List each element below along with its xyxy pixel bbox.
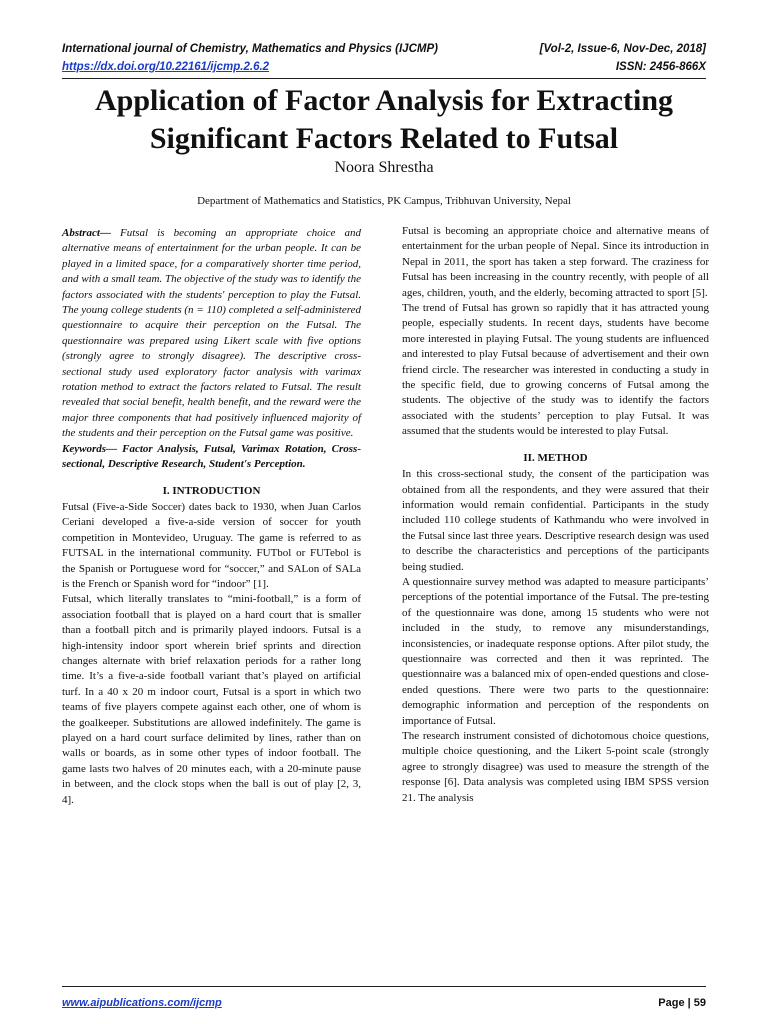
intro-paragraph: Futsal (Five-a-Side Soccer) dates back to 1930, when Juan Carlos Ceriani developed a five-a-side version of soccer for youth competition in Montevideo, Uruguay. The game is referred to as FUTSAL in the international community. FUTbol or FUTebol is the Spanish or Portuguese word for “soccer,” and SALon of SALa is the French or Spanish word for “indoor” [1].: [62, 500, 361, 590]
method-paragraph: In this cross-sectional study, the consent of the participation was obtained from all the respondents, and they were assured that their information would remain confidential. Participants in the study included 110 college students of Kathmandu who were involved in the Futsal since last three years. Descriptive research design was used to describe the characteristics and perceptions of the participants being studied.: [402, 468, 709, 573]
author-affiliation: Department of Mathematics and Statistics, PK Campus, Tribhuvan University, Nepal: [197, 195, 571, 207]
right-column: [402, 224, 709, 806]
abstract-text: Futsal is becoming an appropriate choice and alternative means of entertainment for the urban people. It can be played in a limited space, for a comparatively shorter time period, and with a small team. The objective of the study was to identify the factors associated with the students' perception to play the Futsal. The young college students (n = 110) completed a self-administered questionnaire to acquire their perception on the Futsal. The questionnaire was prepared using Likert scale with five options (strongly agree to strongly disagree). The descriptive cross-sectional study used exploratory factor analysis with varimax rotation method to extract the factors related to Futsal. The result revealed that social benefit, health benefit, and the reward were the major three components that had positively influenced majority of the students and their perception on the Futsal game was positive.: [62, 227, 361, 440]
journal-name: International journal of Chemistry, Mathematics and Physics (IJCMP): [62, 43, 438, 55]
author-name: Noora Shrestha: [334, 159, 434, 176]
journal-header: [62, 43, 706, 55]
publisher-link[interactable]: www.aipublications.com/ijcmp: [62, 997, 222, 1009]
intro-paragraph: Futsal is becoming an appropriate choice and alternative means of entertainment for the urban people of Nepal. Since its introduction in Nepal in 2011, the sport has taken a step forward. The craziness for Futsal has been increasing in the country recently, with people of all ages, children, youth, and the elderly, becoming attracted to sport [5].: [402, 225, 709, 299]
issn: ISSN: 2456-866X: [615, 61, 706, 73]
page-number: Page | 59: [658, 997, 706, 1009]
doi-link[interactable]: https://dx.doi.org/10.22161/ijcmp.2.6.2: [62, 61, 270, 73]
section-heading-method: II. METHOD: [523, 451, 588, 464]
volume-info: [Vol-2, Issue-6, Nov-Dec, 2018]: [539, 43, 706, 55]
intro-paragraph: Futsal, which literally translates to “mini-football,” is a form of association football that is played on a hard court that is smaller than a football pitch and is primarily played indoors. Futsal is a high-intensity indoor sport wherein brief sprints and direction changes alternate with brief relaxation periods for a rather long time. It’s a five-a-side football variant that’s played on artificial turf. In a 40 x 20 m indoor court, Futsal is a sport in which two teams of five players compete against each other, one of whom is the goalkeeper. Substitutions are allowed indefinitely. The game is played on a hard court surface delimited by lines, rather than on walls or boards, as in some other types of indoor football. The game lasts two halves of 20 minutes each, with a 20-minute pause in between, and the clock stops when the ball is out of play [2, 3, 4].: [62, 593, 361, 806]
header-divider: [62, 78, 706, 79]
method-paragraph: The research instrument consisted of dichotomous choice questions, multiple choice questioning, and the Likert 5-point scale (strongly agree to strongly disagree) was used to measure the strength of the response [6]. Data analysis was completed using IBM SPSS version 21. The analysis: [402, 730, 709, 804]
abstract-label: Abstract—: [62, 227, 111, 239]
section-heading-introduction: I. INTRODUCTION: [162, 484, 261, 497]
paper-title: Application of Factor Analysis for Extracting Significant Factors Related to Futsal: [94, 84, 674, 155]
keywords: Keywords— Factor Analysis, Futsal, Varimax Rotation, Cross-sectional, Descriptive Research, Student's Perception.: [62, 442, 361, 471]
intro-paragraph: The trend of Futsal has grown so rapidly that it has attracted young people, especially students. In recent days, students have become more interested in playing Futsal. The young students are influenced and interested to play Futsal because of advertisement and their own friend circle. The researcher was interested in conducting a study in the specific field, due to growing concerns of Futsal among the students. The objective of the study was to identify the factors associated with the students’ perception to play Futsal. It was assumed that the students would be interested to play Futsal.: [402, 302, 709, 438]
doi-header: [62, 61, 706, 73]
left-column: [62, 226, 361, 808]
page-footer: [62, 997, 706, 1009]
footer-divider: [62, 986, 706, 987]
method-paragraph: A questionnaire survey method was adapted to measure participants’ perceptions of the potential importance of the Futsal. The pre-testing of the questionnaire was done, among 15 students who were not included in the study, to remove any misunderstandings, inconsistencies, or inadequate response options. After pilot study, the questionnaire was corrected and then it was reprinted. The questionnaire was a balanced mix of open-ended questions and close-ended questions. There were two parts to the questionnaire: demographic information and perception of the respondents on importance of Futsal.: [402, 575, 709, 727]
abstract: [62, 226, 361, 442]
